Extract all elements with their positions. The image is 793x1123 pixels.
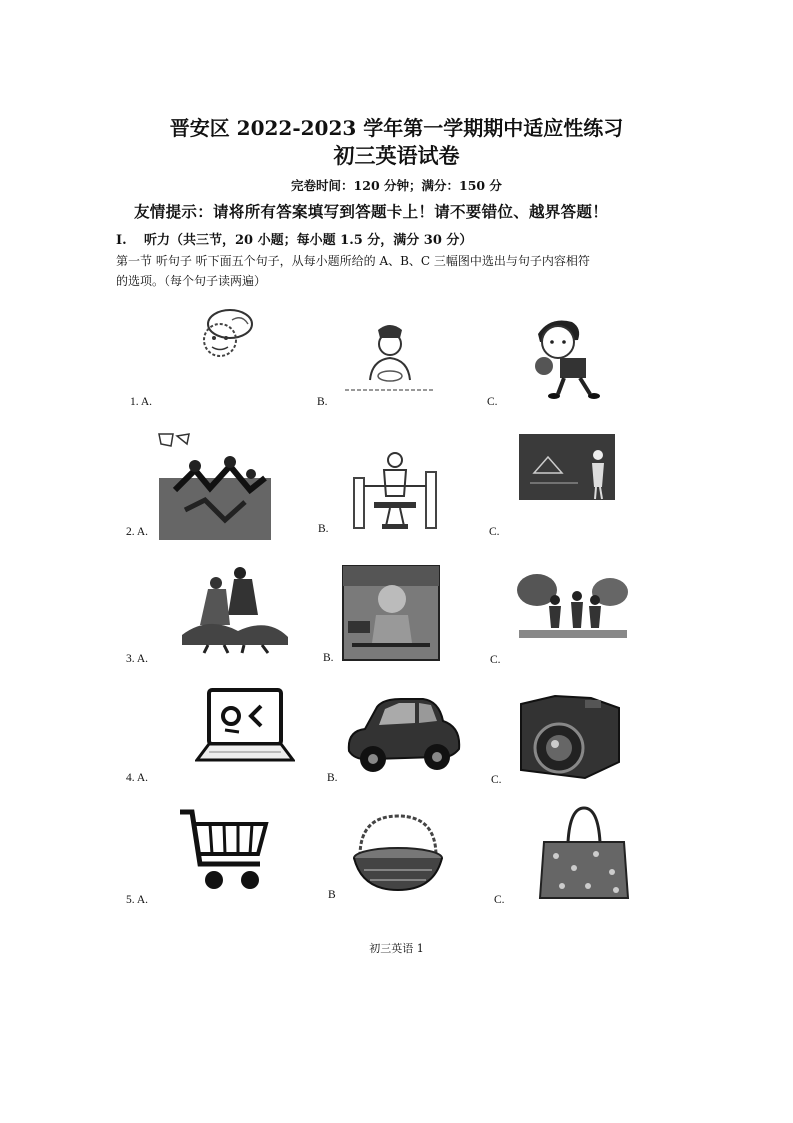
players-icon (178, 565, 292, 655)
instruction-line-2: 的选项。（每个句子读两遍） (116, 274, 267, 288)
car-icon (343, 697, 463, 777)
camera-icon (515, 692, 625, 780)
q4-option-b-label: B. (327, 772, 338, 784)
page-title: 晋安区 2022-2023 学年第一学期期中适应性练习 (169, 116, 624, 140)
section-heading (116, 229, 472, 248)
friendly-tip: 友情提示：请将所有答案填写到答题卡上！请不要错位、越界答题！ (134, 202, 609, 221)
blackboard-icon (518, 433, 616, 501)
park-icon (515, 570, 630, 642)
q1-option-a-label: 1. A. (130, 396, 153, 408)
q4-option-c-label: C. (491, 774, 502, 786)
q2-option-c-label: C. (489, 526, 500, 538)
face-icon (192, 302, 262, 364)
q2-option-b-label: B. (318, 523, 329, 535)
section-title: 听力（共三节，20 小题；每小题 1.5 分，满分 30 分） (144, 233, 473, 248)
instruction-line-1: 第一节 听句子 听下面五个句子，从每小题所给的 A、B、C 三幅图中选出与句子内容相符 (116, 254, 590, 268)
q4-option-a-label: 4. A. (126, 772, 149, 784)
page-footer: 初三英语 1 (369, 942, 424, 955)
q5-option-b-label: B (328, 889, 336, 901)
q5-option-c-label: C. (494, 894, 505, 906)
scene-icon (342, 565, 440, 661)
q3-option-b-label: B. (323, 652, 334, 664)
laptop-icon (195, 688, 295, 766)
exam-info: 完卷时间：120 分钟；满分：150 分 (291, 178, 502, 193)
q1-option-c-label: C. (487, 396, 498, 408)
q1-option-b-label: B. (317, 396, 328, 408)
handbag-icon (538, 806, 630, 900)
team-icon (155, 430, 275, 542)
page-subtitle: 初三英语试卷 (333, 143, 460, 168)
person-icon (340, 320, 440, 398)
q2-option-a-label: 2. A. (126, 526, 149, 538)
q3-option-a-label: 3. A. (126, 653, 149, 665)
q5-option-a-label: 5. A. (126, 894, 149, 906)
cart-icon (178, 806, 270, 892)
gym-icon (348, 450, 443, 532)
boy-ball-icon (520, 314, 606, 402)
basket-icon (350, 810, 446, 892)
section-number: I. (116, 233, 127, 248)
q3-option-c-label: C. (490, 654, 501, 666)
